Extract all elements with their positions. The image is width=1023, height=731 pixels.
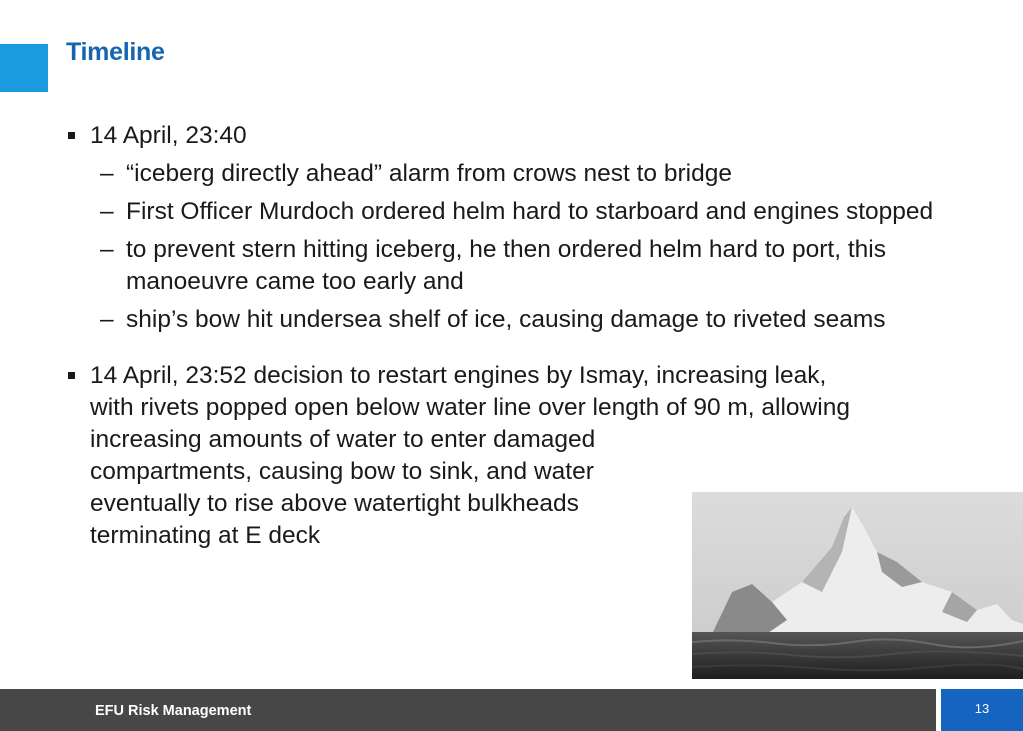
footer-bar bbox=[0, 689, 936, 731]
iceberg-photo bbox=[692, 492, 1023, 679]
slide-content bbox=[66, 120, 946, 552]
sub-bullet-3-text: to prevent stern hitting iceberg, he then ordered helm hard to port, this manoeuvre came too early and bbox=[126, 236, 886, 295]
sub-bullet-2-text: First Officer Murdoch ordered helm hard to starboard and engines stopped bbox=[126, 198, 934, 225]
page-number: 13 bbox=[974, 701, 990, 716]
slide-title: Timeline bbox=[66, 38, 165, 66]
dash-icon: – bbox=[100, 306, 114, 333]
sub-bullet-1 bbox=[66, 158, 946, 190]
accent-square bbox=[0, 44, 48, 92]
bullet-2-line-6: terminating at E deck bbox=[90, 522, 321, 549]
iceberg-photo-svg bbox=[692, 492, 1023, 679]
sub-bullet-4 bbox=[66, 304, 946, 336]
dash-icon: – bbox=[100, 198, 114, 225]
bullet-2-line-5: eventually to rise above watertight bulkheads bbox=[90, 490, 579, 517]
square-bullet-icon bbox=[68, 132, 75, 139]
dash-icon: – bbox=[100, 236, 114, 263]
bullet-2-line-2: with rivets popped open below water line over length of 90 m, allowing bbox=[90, 394, 850, 421]
sub-bullet-3 bbox=[66, 234, 946, 298]
bullet-2-line-4: compartments, causing bow to sink, and water bbox=[90, 458, 594, 485]
page-number-box bbox=[941, 689, 1023, 731]
footer-org-name: EFU Risk Management bbox=[95, 703, 252, 719]
dash-icon: – bbox=[100, 160, 114, 187]
bullet-1 bbox=[66, 120, 946, 152]
square-bullet-icon bbox=[68, 372, 75, 379]
sub-bullet-1-text: “iceberg directly ahead” alarm from crows nest to bridge bbox=[126, 160, 732, 187]
bullet-1-text: 14 April, 23:40 bbox=[90, 122, 247, 149]
bullet-2-line-3: increasing amounts of water to enter damaged bbox=[90, 426, 596, 453]
sub-bullet-2 bbox=[66, 196, 946, 228]
sub-bullet-4-text: ship’s bow hit undersea shelf of ice, causing damage to riveted seams bbox=[126, 306, 886, 333]
bullet-2-line-1: 14 April, 23:52 decision to restart engines by Ismay, increasing leak, bbox=[90, 362, 827, 389]
